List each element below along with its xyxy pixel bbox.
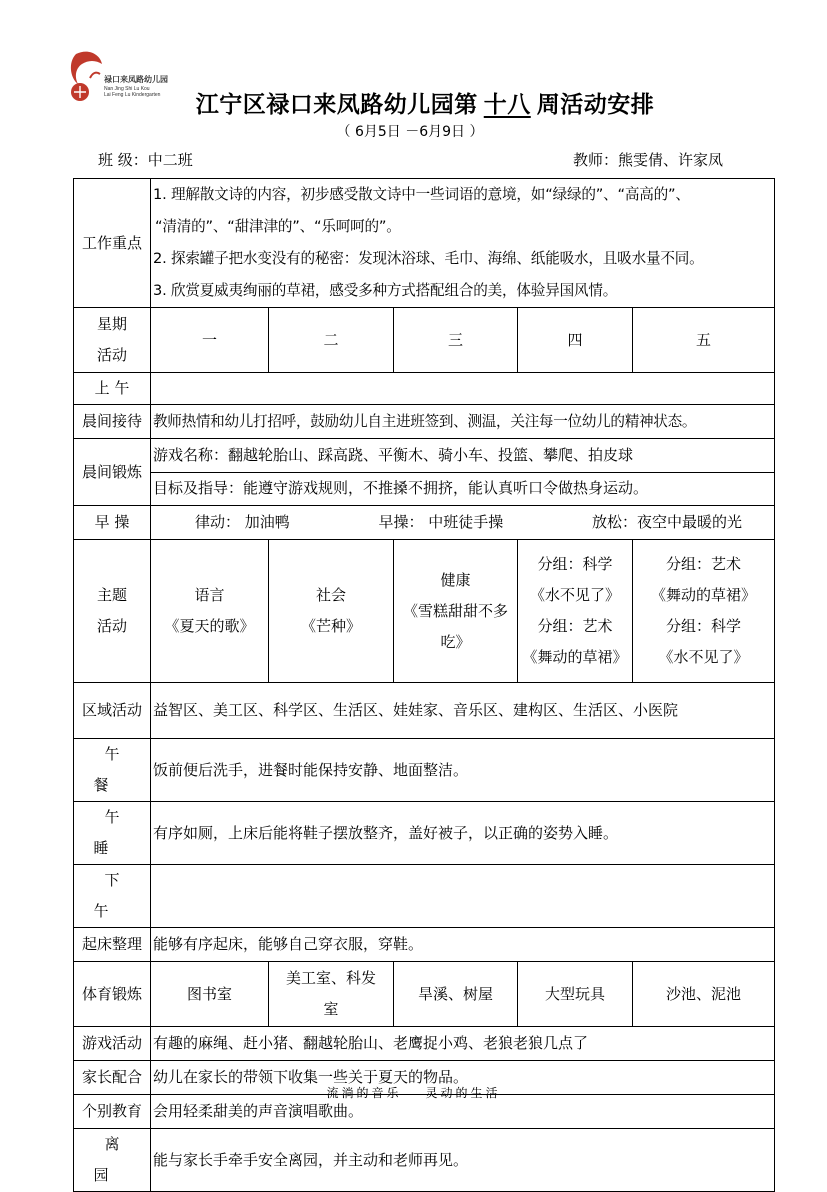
area-text: 益智区、美工区、科学区、生活区、娃娃家、音乐区、建构区、生活区、小医院 (151, 683, 775, 739)
theme-label-bottom: 活动 (96, 617, 127, 635)
morning-exercise-label: 晨间锻炼 (74, 439, 151, 506)
logo-pinyin-1: Nan Jing Shi Lu Kou (104, 86, 150, 92)
theme-tue-title: 《芒种》 (300, 617, 361, 635)
focus-line-1: 1. 理解散文诗的内容，初步感受散文诗中一些词语的意境，如“绿绿的”、“高高的”、 (153, 186, 690, 203)
pe-tue-line-1: 美工室、科发 (285, 969, 376, 987)
lunch-text: 饭前便后洗手，进餐时能保持安静、地面整洁。 (151, 739, 775, 802)
afternoon-label: 下 午 (74, 865, 151, 928)
theme-fri (633, 540, 775, 683)
theme-fri-group-1: 分组：艺术 (665, 555, 741, 573)
theme-mon-subject: 语言 (194, 586, 225, 604)
lunch-label: 午 餐 (74, 739, 151, 802)
day-fri: 五 (633, 308, 775, 373)
leaving-row (74, 1129, 775, 1192)
morning-exercise-goals: 目标及指导：能遵守游戏规则，不推搡不拥挤，能认真听口令做热身运动。 (151, 472, 775, 506)
leaving-label: 离 园 (74, 1129, 151, 1192)
logo-emblem-icon (66, 48, 106, 106)
parents-text: 幼儿在家长的带领下收集一些关于夏天的物品。 (151, 1061, 775, 1095)
title-week-number: 十八 (483, 91, 531, 118)
days-header-label-top: 星期 (96, 315, 127, 333)
morning-exercise-games: 游戏名称：翻越轮胎山、踩高跷、平衡木、骑小车、投篮、攀爬、拍皮球 (151, 439, 775, 473)
class-info: 班 级：中二班 (98, 151, 193, 169)
title-prefix: 江宁区禄口来凤路幼儿园第 (195, 91, 478, 118)
games-row (74, 1027, 775, 1061)
pe-tue-line-2: 室 (323, 1000, 339, 1018)
pe-wed: 旱溪、树屋 (394, 962, 518, 1027)
afternoon-row (74, 865, 775, 928)
exercise-rhythm: 律动： 加油鸭 (195, 513, 290, 531)
reception-text: 教师热情和幼儿打招呼，鼓励幼儿自主进班签到、测温，关注每一位幼儿的精神状态。 (151, 405, 775, 439)
focus-line-4: 3. 欣赏夏威夷绚丽的草裙，感受多种方式搭配组合的美，体验异国风情。 (153, 282, 618, 299)
morning-row (74, 373, 775, 405)
nap-row (74, 802, 775, 865)
schedule-table (73, 178, 775, 1192)
days-header-row (74, 308, 775, 373)
nap-text: 有序如厕，上床后能将鞋子摆放整齐，盖好被子，以正确的姿势入睡。 (151, 802, 775, 865)
logo-name: 禄口来凤路幼儿园 (104, 75, 168, 84)
title-suffix: 周活动安排 (536, 91, 655, 118)
footer-left: 流淌的音乐 (326, 1086, 402, 1100)
pe-tue (269, 962, 394, 1027)
pe-fri: 沙池、泥池 (633, 962, 775, 1027)
theme-mon (151, 540, 269, 683)
pe-thu: 大型玩具 (518, 962, 633, 1027)
days-header-label-bottom: 活动 (96, 346, 127, 364)
exercise-relax: 放松：夜空中最暖的光 (591, 513, 742, 531)
exercise-routine: 早操： 中班徒手操 (378, 513, 504, 531)
area-label: 区域活动 (74, 683, 151, 739)
theme-fri-group-2: 分组：科学 (665, 617, 741, 635)
theme-mon-title: 《夏天的歌》 (164, 617, 255, 635)
day-thu: 四 (518, 308, 633, 373)
footer-slogan (0, 1084, 827, 1101)
parents-label: 家长配合 (74, 1061, 151, 1095)
individual-label: 个别教育 (74, 1095, 151, 1129)
theme-label-top: 主题 (96, 586, 127, 604)
individual-text: 会用轻柔甜美的声音演唱歌曲。 (151, 1095, 775, 1129)
afternoon-empty (151, 865, 775, 928)
focus-row (74, 179, 775, 308)
exercise-label: 早 操 (74, 506, 151, 540)
theme-thu-title-1: 《水不见了》 (529, 586, 620, 604)
exercise-row (74, 506, 775, 540)
theme-thu (518, 540, 633, 683)
theme-row (74, 540, 775, 683)
theme-wed-title-2: 吃》 (440, 632, 471, 651)
reception-row (74, 405, 775, 439)
pe-row (74, 962, 775, 1027)
day-mon: 一 (151, 308, 269, 373)
theme-wed-subject: 健康 (440, 570, 471, 589)
focus-line-3: 2. 探索罐子把水变没有的秘密：发现沐浴球、毛巾、海绵、纸能吸水，且吸水量不同。 (153, 250, 704, 267)
morning-label: 上 午 (74, 373, 151, 405)
games-text: 有趣的麻绳、赶小猪、翻越轮胎山、老鹰捉小鸡、老狼老狼几点了 (151, 1027, 775, 1061)
date-range: （ 6月5日 －6月9日 ） (336, 124, 484, 140)
theme-fri-title-2: 《水不见了》 (658, 648, 749, 666)
pe-label: 体育锻炼 (74, 962, 151, 1027)
theme-fri-title-1: 《舞动的草裙》 (650, 586, 756, 604)
morning-empty (151, 373, 775, 405)
area-row (74, 683, 775, 739)
theme-tue-subject: 社会 (315, 586, 346, 604)
focus-line-2: “清清的”、“甜津津的”、“乐呵呵的”。 (155, 218, 401, 235)
nap-label: 午 睡 (74, 802, 151, 865)
theme-wed (394, 540, 518, 683)
wakeup-label: 起床整理 (74, 928, 151, 962)
morning-exercise-row-1 (74, 439, 775, 473)
theme-thu-title-2: 《舞动的草裙》 (522, 648, 628, 666)
theme-tue (269, 540, 394, 683)
pe-mon: 图书室 (151, 962, 269, 1027)
theme-thu-group-1: 分组：科学 (537, 555, 613, 573)
reception-label: 晨间接待 (74, 405, 151, 439)
games-label: 游戏活动 (74, 1027, 151, 1061)
teacher-info: 教师：熊雯倩、许家凤 (573, 151, 724, 169)
exercise-content (151, 506, 775, 540)
footer-right: 灵动的生活 (425, 1086, 501, 1100)
logo-pinyin-2: Lai Feng Lu Kindergarten (104, 92, 161, 98)
wakeup-text: 能够有序起床，能够自己穿衣服，穿鞋。 (151, 928, 775, 962)
lunch-row (74, 739, 775, 802)
morning-exercise-row-2 (74, 472, 775, 506)
day-tue: 二 (269, 308, 394, 373)
theme-label (74, 540, 151, 683)
page-title (160, 86, 690, 119)
days-header-label (74, 308, 151, 373)
leaving-text: 能与家长手牵手安全离园，并主动和老师再见。 (151, 1129, 775, 1192)
focus-content (151, 179, 775, 308)
focus-label: 工作重点 (74, 179, 151, 308)
wakeup-row (74, 928, 775, 962)
day-wed: 三 (394, 308, 518, 373)
theme-wed-title-1: 《雪糕甜甜不多 (402, 601, 508, 620)
theme-thu-group-2: 分组：艺术 (537, 617, 613, 635)
